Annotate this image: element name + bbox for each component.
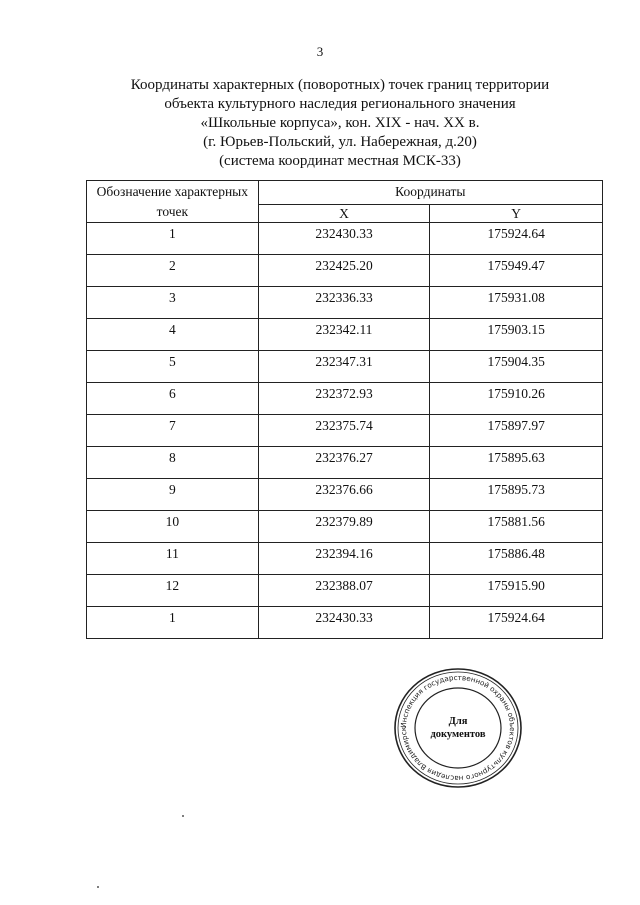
table-row: [87, 255, 603, 287]
x-cell: 232394.16: [258, 543, 430, 575]
y-cell: 175924.64: [430, 607, 603, 639]
y-cell: 175949.47: [430, 255, 603, 287]
x-cell: 232425.20: [258, 255, 430, 287]
table-row: [87, 511, 603, 543]
table-row: [87, 287, 603, 319]
page-number: 3: [316, 44, 324, 59]
x-cell: 232388.07: [258, 575, 430, 607]
y-cell: 175895.63: [430, 447, 603, 479]
table-row: [87, 479, 603, 511]
x-cell: 232342.11: [258, 319, 430, 351]
coordinates-table: [86, 180, 603, 639]
round-seal: [392, 665, 524, 791]
point-cell: 6: [87, 383, 259, 415]
point-cell: 9: [87, 479, 259, 511]
x-cell: 232375.74: [258, 415, 430, 447]
point-cell: 3: [87, 287, 259, 319]
table-row: [87, 223, 603, 255]
y-cell: 175924.64: [430, 223, 603, 255]
title-line: Координаты характерных (поворотных) точек границ территории: [130, 77, 550, 93]
point-cell: 7: [87, 415, 259, 447]
title-line: (г. Юрьев-Польский, ул. Набережная, д.20): [203, 134, 477, 150]
seal-center-line: документов: [430, 729, 486, 740]
table-row: [87, 575, 603, 607]
y-cell: 175886.48: [430, 543, 603, 575]
table-row: [87, 383, 603, 415]
y-cell: 175881.56: [430, 511, 603, 543]
x-cell: 232376.66: [258, 479, 430, 511]
x-cell: 232372.93: [258, 383, 430, 415]
point-cell: 12: [87, 575, 259, 607]
x-cell: 232376.27: [258, 447, 430, 479]
table-row: [87, 319, 603, 351]
table-row: [87, 607, 603, 639]
y-cell: 175915.90: [430, 575, 603, 607]
y-cell: 175904.35: [430, 351, 603, 383]
point-cell: 10: [87, 511, 259, 543]
y-cell: 175897.97: [430, 415, 603, 447]
y-cell: 175931.08: [430, 287, 603, 319]
y-cell: 175903.15: [430, 319, 603, 351]
y-cell: 175910.26: [430, 383, 603, 415]
x-cell: 232430.33: [258, 223, 430, 255]
table-body: [87, 223, 603, 639]
header-coordinates: Координаты: [258, 181, 602, 205]
document-title: [60, 76, 620, 171]
header-y: Y: [430, 204, 603, 222]
point-cell: 1: [87, 223, 259, 255]
header-x: X: [258, 204, 430, 222]
seal-center-text: [392, 715, 524, 741]
seal-center-line: Для: [448, 716, 468, 727]
point-cell: 8: [87, 447, 259, 479]
x-cell: 232379.89: [258, 511, 430, 543]
table-row: [87, 415, 603, 447]
x-cell: 232336.33: [258, 287, 430, 319]
table-row: [87, 351, 603, 383]
title-line: (система координат местная МСК-33): [219, 153, 461, 169]
table-row: [87, 447, 603, 479]
speck-mark: [97, 886, 99, 888]
table-row: [87, 543, 603, 575]
point-cell: 11: [87, 543, 259, 575]
point-cell: 4: [87, 319, 259, 351]
y-cell: 175895.73: [430, 479, 603, 511]
speck-mark: [182, 815, 184, 817]
x-cell: 232347.31: [258, 351, 430, 383]
title-line: «Школьные корпуса», кон. XIX - нач. XX в.: [200, 115, 480, 131]
point-cell: 1: [87, 607, 259, 639]
point-cell: 2: [87, 255, 259, 287]
header-point-designation: Обозначение характерных точек: [87, 181, 259, 223]
title-line: объекта культурного наследия регионального значения: [164, 96, 516, 112]
svg-text:Инспекция государственной охра: Инспекция государственной охраны объектов культурного наследия Владимирск: [398, 672, 518, 784]
x-cell: 232430.33: [258, 607, 430, 639]
point-cell: 5: [87, 351, 259, 383]
